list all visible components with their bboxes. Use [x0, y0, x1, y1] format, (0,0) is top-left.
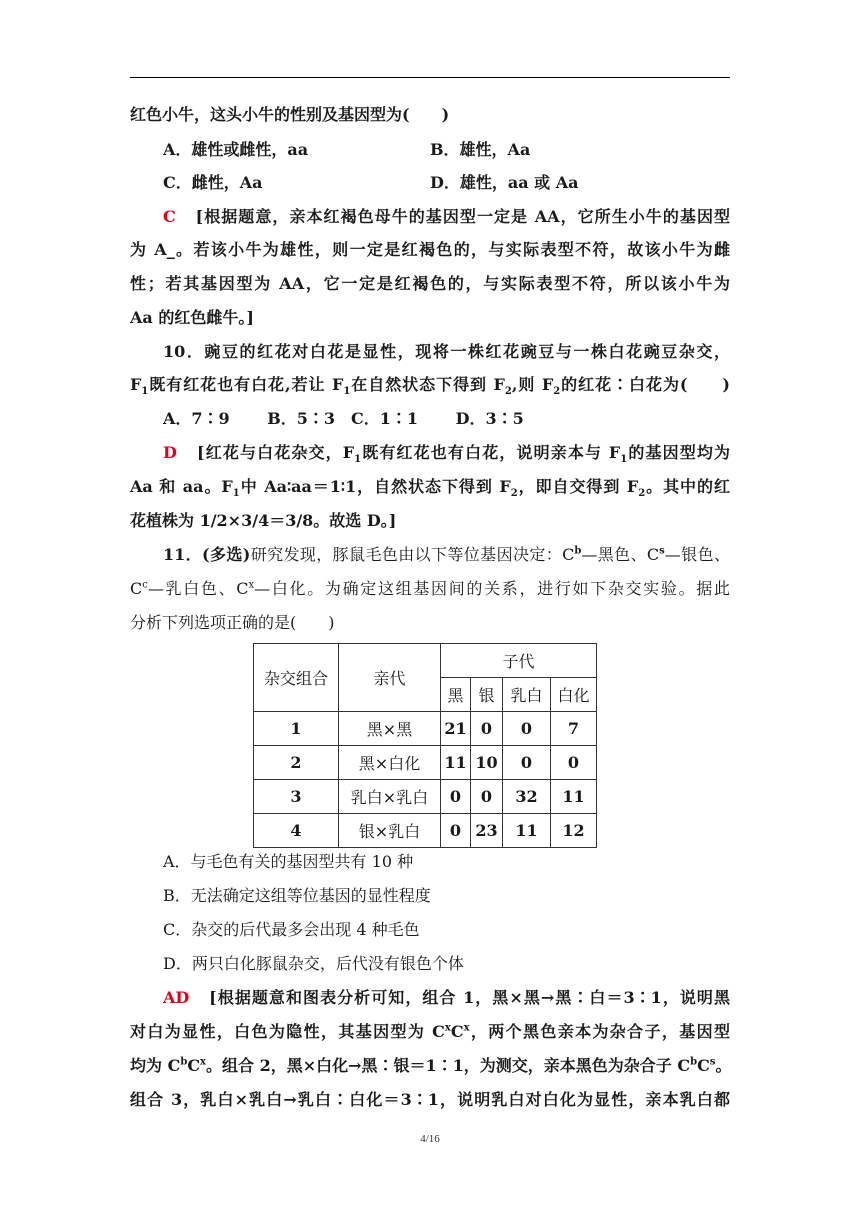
q9-option-d: D．雄性，aa 或 Aa	[430, 173, 579, 192]
q11-stem-line3: 分析下列选项正确的是( )	[130, 613, 335, 632]
table-row: 2 黑×白化 11 10 0 0	[254, 746, 597, 780]
q9-answer: C	[163, 207, 176, 226]
q9-option-b: B．雄性，Aa	[430, 140, 531, 159]
q10-answer: D	[163, 443, 177, 462]
q9-options-row2	[163, 173, 730, 193]
q10-options: A．7∶9 B．5∶3 C．1∶1 D．3∶5	[163, 409, 524, 428]
q11-explanation-line4: 组合 3，乳白×乳白→乳白∶白化＝3∶1，说明乳白对白化为显性，亲本乳白都	[130, 1090, 730, 1109]
table-row: 3 乳白×乳白 0 0 32 11	[254, 780, 597, 814]
cross-results-table	[253, 643, 597, 848]
q11-option-b: B．无法确定这组等位基因的显性程度	[163, 886, 431, 905]
header-albino: 白化	[551, 678, 597, 712]
q9-explanation-line4: Aa 的红色雌牛。]	[130, 308, 254, 327]
q11-explanation-line1: AD [根据题意和图表分析可知，组合 1，黑×黑→黑∶白＝3∶1，说明黑	[163, 988, 730, 1007]
q11-explanation-line2: 对白为显性，白色为隐性，其基因型为 $C^xC^x$，两个黑色亲本为杂合子，基因型	[130, 1022, 730, 1041]
q10-explanation-line3: 花植株为 1/2×3/4＝3/8。故选 D。]	[130, 511, 397, 530]
q11-option-d: D．两只白化豚鼠杂交，后代没有银色个体	[163, 954, 464, 973]
q10-stem-line1: 10．豌豆的红花对白花是显性，现将一株红花豌豆与一株白花豌豆杂交，	[163, 342, 730, 361]
header-silver: 银	[471, 678, 503, 712]
page-number: 4/16	[420, 1133, 440, 1145]
q11-stem-line2: $C^c—$乳白色、$C^x—$白化。为确定这组基因间的关系，进行如下杂交实验。据此	[130, 579, 730, 598]
q9-stem: 红色小牛，这头小牛的性别及基因型为( )	[130, 105, 450, 124]
q11-answer: AD	[163, 988, 190, 1007]
q10-stem-line2: $F_1$既有红花也有白花,若让 $F_1$在自然状态下得到 $F_2$,则 $F_2$的红花∶白花为( )	[130, 375, 730, 398]
table-row: 1 黑×黑 21 0 0 7	[254, 712, 597, 746]
header-rule	[130, 77, 730, 78]
header-black: 黑	[441, 678, 471, 712]
q11-option-a: A．与毛色有关的基因型共有 10 种	[163, 852, 414, 871]
q9-explanation-line1: C [根据题意，亲本红褐色母牛的基因型一定是 AA，它所生小牛的基因型	[163, 207, 730, 226]
q9-options-row1	[163, 140, 730, 160]
q9-explanation-line2: 为 A_。若该小牛为雄性，则一定是红褐色的，与实际表型不符，故该小牛为雌	[130, 240, 730, 259]
header-cross-group: 杂交组合	[254, 644, 339, 712]
q9-option-a: A．雄性或雌性，aa	[163, 140, 309, 159]
q10-explanation-line2: Aa 和 aa。$F_1$中 Aa∶aa＝1∶1，自然状态下得到 $F_2$，即自交得到 $F_2$。其中的红	[130, 477, 730, 500]
q11-explanation-line3: 均为 $C^bC^x$。组合 2，黑×白化→黑∶银＝1∶1，为测交，亲本黑色为杂合子 $C^bC^s$。	[130, 1056, 732, 1075]
header-parents: 亲代	[339, 644, 441, 712]
header-offspring: 子代	[441, 644, 597, 678]
q9-explanation-line3: 性；若其基因型为 AA，它一定是红褐色的，与实际表型不符，所以该小牛为	[130, 274, 730, 293]
q9-option-c: C．雌性，Aa	[163, 173, 263, 192]
q11-stem-line1: 11．(多选)研究发现，豚鼠毛色由以下等位基因决定：$C^b—$黑色、$C^s—$银色、	[163, 545, 730, 564]
table-row: 4 银×乳白 0 23 11 12	[254, 814, 597, 848]
q11-option-c: C．杂交的后代最多会出现 4 种毛色	[163, 920, 420, 939]
q10-explanation-line1: D [红花与白花杂交，$F_1$既有红花也有白花，说明亲本与 $F_1$的基因型均为	[163, 443, 730, 466]
header-cream: 乳白	[503, 678, 551, 712]
